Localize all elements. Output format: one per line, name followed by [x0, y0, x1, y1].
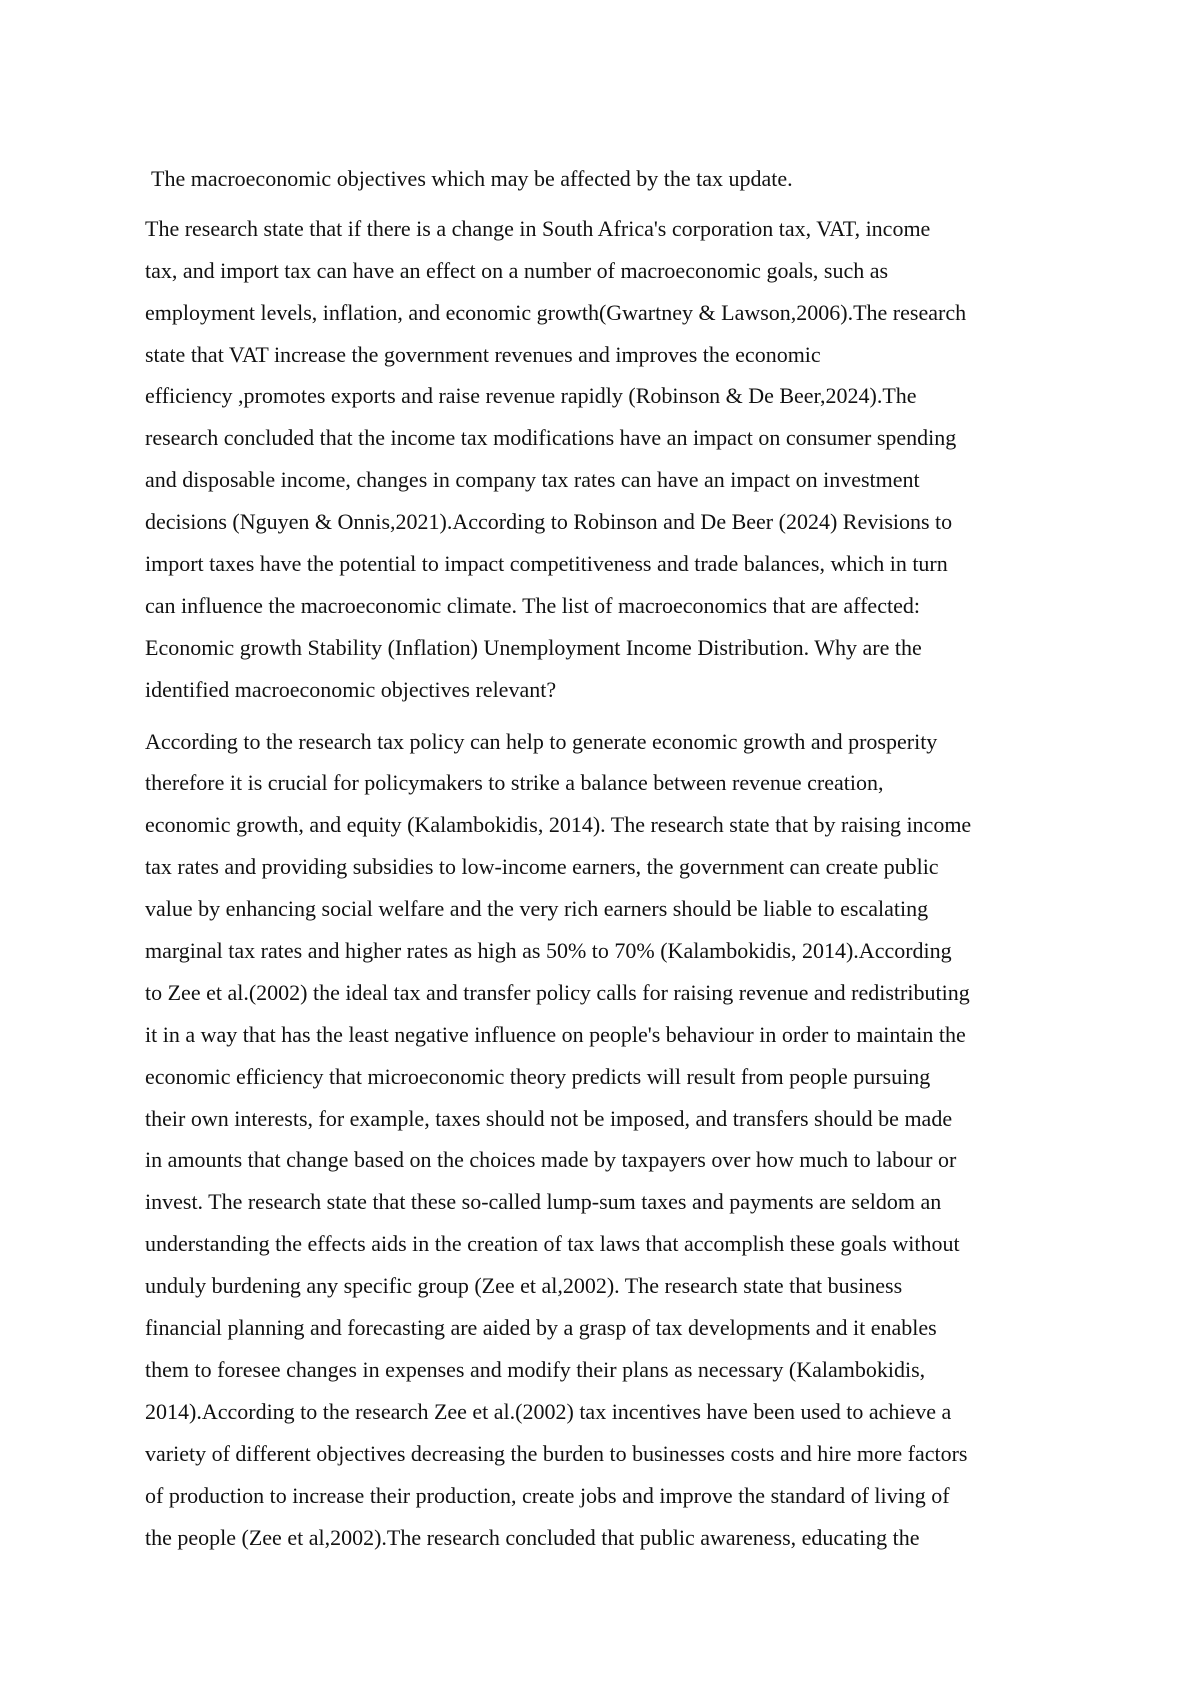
paragraph-line: to Zee et al.(2002) the ideal tax and transfer policy calls for raising revenue and redistributing: [145, 979, 970, 1005]
paragraph-line: variety of different objectives decreasing the burden to businesses costs and hire more factors: [145, 1440, 968, 1466]
document-body: [145, 158, 1065, 1558]
paragraph-line: understanding the effects aids in the creation of tax laws that accomplish these goals without: [145, 1231, 960, 1257]
paragraph-line: economic efficiency that microeconomic theory predicts will result from people pursuing: [145, 1063, 931, 1089]
paragraph-line: therefore it is crucial for policymakers to strike a balance between revenue creation,: [145, 770, 884, 796]
paragraph-line: employment levels, inflation, and economic growth(Gwartney & Lawson,2006).The research: [145, 299, 967, 325]
paragraph-line: their own interests, for example, taxes should not be imposed, and transfers should be made: [145, 1105, 953, 1131]
paragraph-line: unduly burdening any specific group (Zee et al,2002). The research state that business: [145, 1273, 903, 1299]
paragraph-line: in amounts that change based on the choices made by taxpayers over how much to labour or: [145, 1147, 957, 1173]
paragraph-line: can influence the macroeconomic climate. The list of macroeconomics that are affected:: [145, 592, 920, 618]
paragraph-line: the people (Zee et al,2002).The research concluded that public awareness, educating the: [145, 1524, 920, 1550]
paragraph-line: efficiency ,promotes exports and raise revenue rapidly (Robinson & De Beer,2024).The: [145, 383, 917, 409]
paragraph-line: research concluded that the income tax modifications have an impact on consumer spending: [145, 425, 957, 451]
paragraph-line: identified macroeconomic objectives relevant?: [145, 676, 557, 702]
paragraph-line: state that VAT increase the government revenues and improves the economic: [145, 341, 821, 367]
paragraph-1: [145, 208, 1065, 711]
paragraph-line: According to the research tax policy can help to generate economic growth and prosperity: [145, 728, 938, 754]
paragraph-line: value by enhancing social welfare and the very rich earners should be liable to escalating: [145, 896, 929, 922]
paragraph-line: decisions (Nguyen & Onnis,2021).According to Robinson and De Beer (2024) Revisions to: [145, 509, 953, 535]
paragraph-line: it in a way that has the least negative influence on people's behaviour in order to maintain the: [145, 1021, 966, 1047]
paragraph-line: of production to increase their production, create jobs and improve the standard of living of: [145, 1482, 950, 1508]
paragraph-spacer: [145, 711, 1065, 721]
paragraph-line: them to foresee changes in expenses and modify their plans as necessary (Kalambokidis,: [145, 1356, 926, 1382]
paragraph-line: marginal tax rates and higher rates as high as 50% to 70% (Kalambokidis, 2014).According: [145, 938, 952, 964]
paragraph-line: financial planning and forecasting are aided by a grasp of tax developments and it enables: [145, 1315, 937, 1341]
paragraph-2: [145, 721, 1065, 1559]
paragraph-line: tax, and import tax can have an effect on a number of macroeconomic goals, such as: [145, 257, 889, 283]
paragraph-line: import taxes have the potential to impact competitiveness and trade balances, which in turn: [145, 551, 948, 577]
paragraph-line: The research state that if there is a change in South Africa's corporation tax, VAT, income: [145, 215, 931, 241]
paragraph-line: and disposable income, changes in company tax rates can have an impact on investment: [145, 467, 920, 493]
paragraph-line: tax rates and providing subsidies to low-income earners, the government can create public: [145, 854, 939, 880]
paragraph-line: economic growth, and equity (Kalambokidis, 2014). The research state that by raising income: [145, 812, 972, 838]
section-heading: The macroeconomic objectives which may be affected by the tax update.: [151, 166, 793, 191]
paragraph-line: 2014).According to the research Zee et al.(2002) tax incentives have been used to achieve a: [145, 1398, 952, 1424]
paragraph-line: invest. The research state that these so-called lump-sum taxes and payments are seldom an: [145, 1189, 942, 1215]
paragraph-line: Economic growth Stability (Inflation) Unemployment Income Distribution. Why are the: [145, 634, 922, 660]
